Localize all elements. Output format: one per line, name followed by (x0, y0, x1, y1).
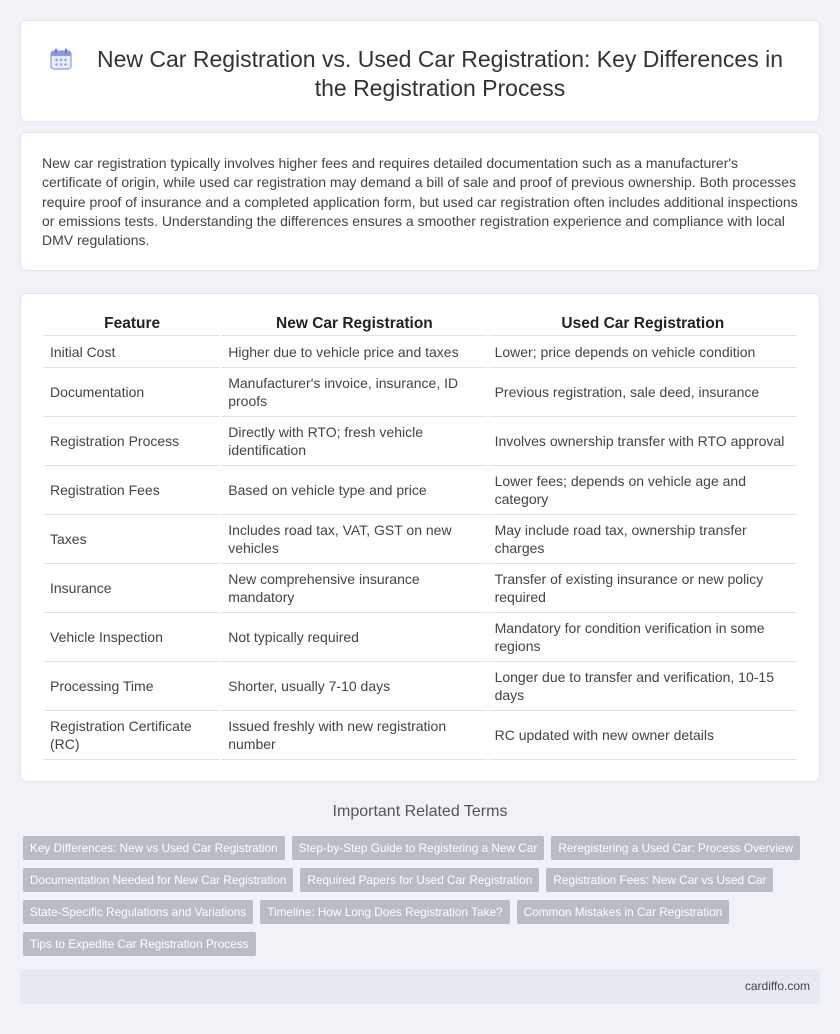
footer-site-link[interactable]: cardiffo.com (744, 979, 810, 993)
cell-new: New comprehensive insurance mandatory (222, 564, 486, 613)
table-row (44, 466, 797, 515)
cell-new: Based on vehicle type and price (222, 466, 486, 515)
cell-used: Transfer of existing insurance or new policy required (489, 564, 797, 613)
table-row (44, 613, 797, 662)
related-term-tag[interactable]: State-Specific Regulations and Variations (23, 900, 253, 924)
footer (20, 970, 820, 1004)
cell-new: Issued freshly with new registration number (222, 711, 486, 760)
comparison-table (42, 314, 799, 760)
cell-feature: Registration Process (44, 417, 220, 466)
intro-card (20, 132, 820, 271)
related-terms-list (23, 836, 813, 956)
table-row (44, 515, 797, 564)
cell-used: Involves ownership transfer with RTO approval (489, 417, 797, 466)
cell-feature: Taxes (44, 515, 220, 564)
table-row (44, 417, 797, 466)
page-title: New Car Registration vs. Used Car Registration: Key Differences in the Registration Process (96, 46, 783, 101)
table-row (44, 662, 797, 711)
table-row (44, 336, 797, 368)
intro-paragraph: New car registration typically involves higher fees and requires detailed documentation such as a manufacturer's certificate of origin, while used car registration may demand a bill of sale and proof of previous ownership. Both processes require proof of insurance and a completed application form, but used car registration often includes additional inspections or emissions tests. Understanding the differences ensures a smoother registration experience and compliance with local DMV regulations. (42, 155, 798, 249)
cell-used: Previous registration, sale deed, insurance (489, 368, 797, 417)
header-feature: Feature (44, 314, 220, 336)
related-term-tag[interactable]: Required Papers for Used Car Registration (300, 868, 539, 892)
cell-new: Directly with RTO; fresh vehicle identification (222, 417, 486, 466)
cell-feature: Initial Cost (44, 336, 220, 368)
table-row (44, 564, 797, 613)
header-new-car: New Car Registration (222, 314, 486, 336)
related-term-tag[interactable]: Reregistering a Used Car: Process Overview (551, 836, 800, 860)
header-used-car: Used Car Registration (489, 314, 797, 336)
cell-new: Higher due to vehicle price and taxes (222, 336, 486, 368)
cell-new: Shorter, usually 7-10 days (222, 662, 486, 711)
related-term-tag[interactable]: Common Mistakes in Car Registration (517, 900, 730, 924)
cell-feature: Registration Fees (44, 466, 220, 515)
table-row (44, 711, 797, 760)
related-term-tag[interactable]: Documentation Needed for New Car Registration (23, 868, 293, 892)
cell-feature: Insurance (44, 564, 220, 613)
cell-feature: Processing Time (44, 662, 220, 711)
header-card (20, 20, 820, 122)
related-term-tag[interactable]: Key Differences: New vs Used Car Registration (23, 836, 285, 860)
cell-used: Lower fees; depends on vehicle age and category (489, 466, 797, 515)
cell-used: Mandatory for condition verification in some regions (489, 613, 797, 662)
cell-feature: Vehicle Inspection (44, 613, 220, 662)
related-term-tag[interactable]: Timeline: How Long Does Registration Take? (260, 900, 509, 924)
cell-used: RC updated with new owner details (489, 711, 797, 760)
cell-new: Includes road tax, VAT, GST on new vehicles (222, 515, 486, 564)
cell-used: Longer due to transfer and verification, 10-15 days (489, 662, 797, 711)
comparison-table-card (20, 293, 820, 782)
table-header-row (44, 314, 797, 336)
cell-feature: Documentation (44, 368, 220, 417)
cell-new: Manufacturer's invoice, insurance, ID proofs (222, 368, 486, 417)
related-term-tag[interactable]: Tips to Expedite Car Registration Process (23, 932, 256, 956)
cell-new: Not typically required (222, 613, 486, 662)
cell-used: May include road tax, ownership transfer charges (489, 515, 797, 564)
cell-used: Lower; price depends on vehicle condition (489, 336, 797, 368)
cell-feature: Registration Certificate (RC) (44, 711, 220, 760)
related-terms-title: Important Related Terms (332, 803, 508, 820)
table-row (44, 368, 797, 417)
related-term-tag[interactable]: Registration Fees: New Car vs Used Car (546, 868, 773, 892)
related-term-tag[interactable]: Step-by-Step Guide to Registering a New Car (292, 836, 545, 860)
